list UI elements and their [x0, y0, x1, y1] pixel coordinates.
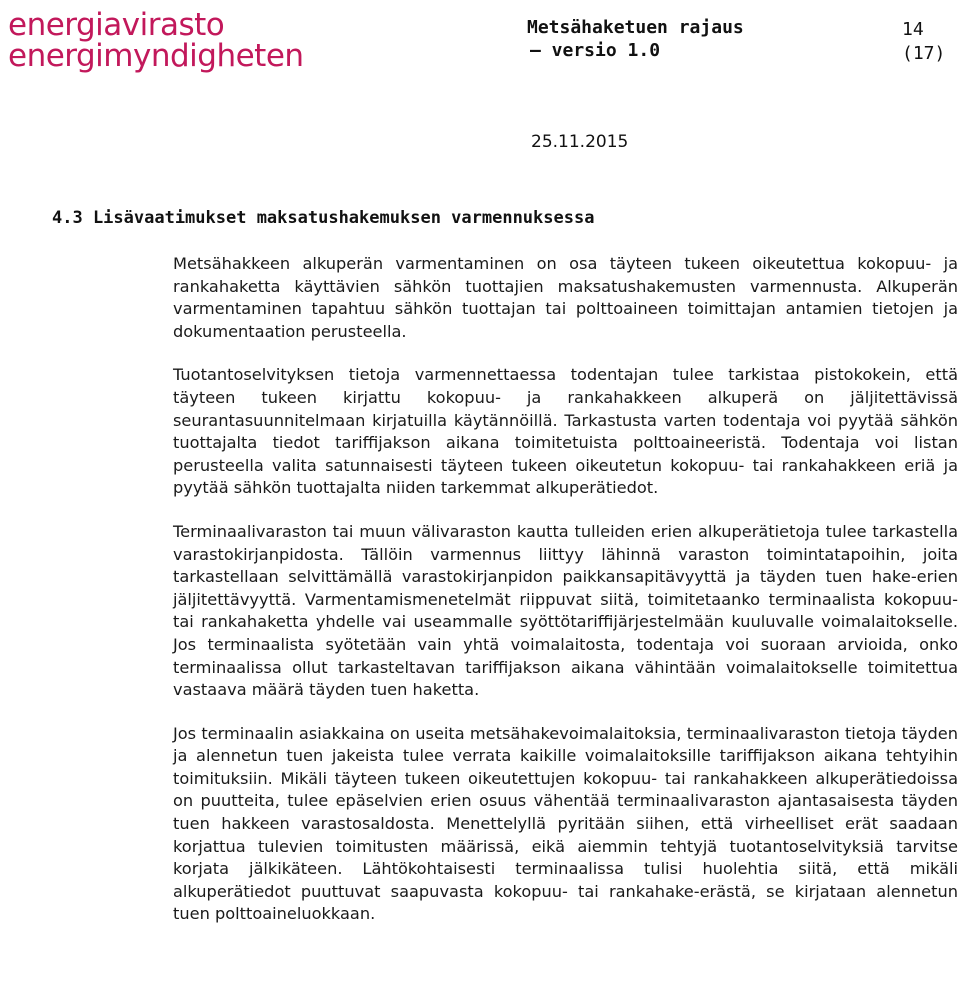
page-total: (17)	[902, 43, 946, 64]
section-heading: 4.3 Lisävaatimukset maksatushakemuksen varmennuksessa	[52, 208, 595, 228]
document-title-line2: – versio 1.0	[530, 40, 661, 61]
body-text	[173, 253, 958, 947]
document-title-line1: Metsähaketuen rajaus	[527, 17, 744, 38]
page-number	[902, 18, 945, 66]
paragraph: Jos terminaalin asiakkaina on useita metsähakevoimalaitoksia, terminaalivaraston tietoja täyden ja alennetun tuen jakeista tulee verrata kaikille voimalaitoksille tariffijakson aikana tehtyihin toimituksiin. Mikäli täyteen tukeen oikeutettujen kokopuu- tai rankahakkeen alkuperätiedoissa on puutteita, tulee epäselvien erien osuus vähentää terminaalivaraston ajantasaisesta täyden tuen hakkeen varastosaldosta. Menettelyllä pyritään siihen, että virheelliset erät saadaan korjattua tulevien toimitusten määrissä, eikä aiemmin tehtyjä tuotantoselvityksiä tarvitse korjata jälkikäteen. Lähtökohtaisesti terminaalissa tulisi huolehtia siitä, että mikäli alkuperätiedot puuttuvat saapuvasta kokopuu- tai rankahake-erästä, se kirjataan alennetun tuen polttoaineluokkaan.	[173, 723, 958, 924]
paragraph: Tuotantoselvityksen tietoja varmennettaessa todentajan tulee tarkistaa pistokokein, että täyteen tukeen kirjattu kokopuu- ja rankahakkeen alkuperä on jäljitettävissä seurantasuunnitelmaan kirjatuilla käytännöillä. Tarkastusta varten todentaja voi pyytää sähkön tuottajalta tiedot tariffijakson aikana toimitetuista polttoaineeristä. Todentaja voi listan perusteella valita satunnaisesti täyteen tukeen oikeutetun kokopuu- tai rankahakkeen eriä ja pyytää sähkön tuottajalta niiden tarkemmat alkuperätiedot.	[173, 365, 958, 498]
logo-line-swedish: energimyndigheten	[8, 38, 304, 74]
document-title	[527, 16, 744, 62]
paragraph: Terminaalivaraston tai muun välivaraston kautta tulleiden erien alkuperätietoja tulee tarkastella varastokirjanpidosta. Tällöin varmennus liittyy lähinnä varaston toimintatapoihin, joita tarkastellaan selvittämällä varastokirjanpidon paikkansapitävyyttä ja täyden tuen hake-erien jäljitettävyyttä. Varmentamismenetelmät riippuvat siitä, toimitetaanko terminaalista kokopuu- tai rankahaketta yhdelle vai useammalle syöttötariffijärjestelmään kuuluvalle voimalaitokselle. Jos terminaalista syötetään vain yhtä voimalaitosta, todentaja voi suoraan arvioida, onko terminaalissa ollut tarkasteltavan tariffijakson aikana vähintään voimalaitokselle toimitettua vastaava määrä täyden tuen haketta.	[173, 521, 958, 700]
page-current: 14	[902, 19, 924, 40]
logo-line-finnish: energiavirasto	[8, 7, 225, 43]
paragraph: Metsähakkeen alkuperän varmentaminen on osa täyteen tukeen oikeutettua kokopuu- ja rankahaketta käyttävien sähkön tuottajien maksatushakemusten varmennusta. Alkuperän varmentaminen tapahtuu sähkön tuottajan tai polttoaineen toimittajan antamien tietojen ja dokumentaation perusteella.	[173, 254, 958, 341]
agency-logo	[8, 7, 304, 74]
document-date: 25.11.2015	[531, 132, 629, 152]
